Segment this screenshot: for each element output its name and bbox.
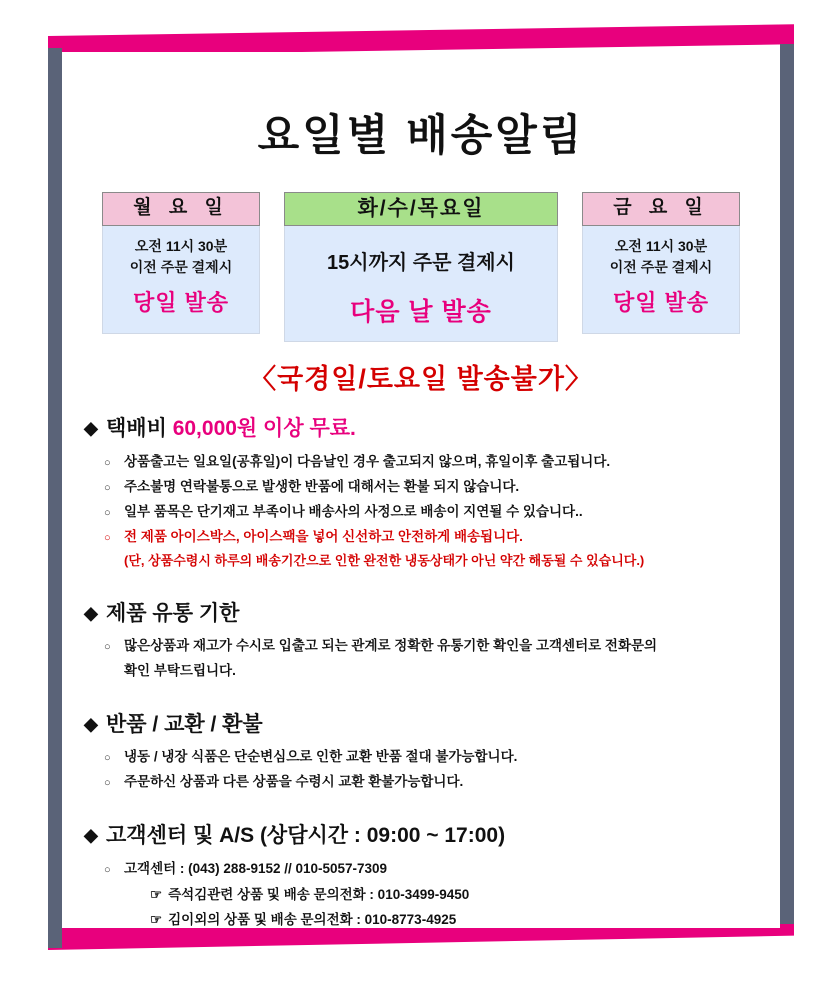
section-product-expiry-heading <box>62 597 780 631</box>
list-item <box>62 745 780 770</box>
list-item <box>62 500 780 525</box>
contact-line-other-text: 김이외의 상품 및 배송 문의전화 : 010-8773-4925 <box>168 912 457 928</box>
day-box-monday-line-1: 오전 11시 30분 <box>134 238 228 254</box>
day-box-monday <box>102 192 260 334</box>
page-title: 요일별 배송알림 <box>257 112 585 160</box>
list-item-text: 주문하신 상품과 다른 상품을 수령시 교환 환불가능합니다. <box>124 774 464 790</box>
list-item-text: 전 제품 아이스박스, 아이스팩을 넣어 신선하고 안전하게 배송됩니다. <box>124 528 523 544</box>
pointing-hand-icon: ☞ <box>150 912 163 928</box>
day-box-friday-header: 금 요 일 <box>582 192 740 226</box>
section-customer-center-bullets <box>62 857 780 882</box>
section-product-expiry-continuation: 확인 부탁드립니다. <box>124 663 236 679</box>
diamond-icon: ◆ <box>84 418 98 438</box>
circle-bullet-icon: ○ <box>104 531 111 544</box>
section-shipping-fee <box>62 412 780 573</box>
section-shipping-fee-bullets <box>62 450 780 550</box>
circle-bullet-icon: ○ <box>104 752 111 765</box>
day-box-tue-wed-thu-accent: 다음 날 발송 <box>350 298 492 326</box>
section-product-expiry <box>62 597 780 684</box>
pointing-hand-icon: ☞ <box>150 886 163 902</box>
section-returns-heading <box>62 708 780 742</box>
day-box-tue-wed-thu-line-1: 15시까지 주문 결제시 <box>327 252 515 274</box>
section-product-expiry-bullets <box>62 634 780 659</box>
day-box-friday-body <box>582 226 740 334</box>
day-box-monday-line-2: 이전 주문 결제시 <box>129 259 233 275</box>
section-returns-heading-text: 반품 / 교환 / 환불 <box>106 712 263 736</box>
list-item <box>62 450 780 475</box>
list-item <box>62 634 780 659</box>
section-customer-center-heading-text: 고객센터 및 A/S (상담시간 : 09:00 ~ 17:00) <box>106 824 506 848</box>
section-shipping-fee-heading-prefix: 택배비 <box>106 417 173 440</box>
contact-line-kim-snack-text: 즉석김관련 상품 및 배송 문의전화 : 010-3499-9450 <box>168 886 470 902</box>
section-returns-bullets <box>62 745 780 795</box>
list-item <box>62 770 780 795</box>
section-customer-center-heading <box>62 819 780 853</box>
list-item <box>62 857 780 882</box>
circle-bullet-icon: ○ <box>104 506 111 519</box>
circle-bullet-icon: ○ <box>104 481 111 494</box>
list-item-text: 많은상품과 재고가 수시로 입출고 되는 관계로 정확한 유통기한 확인을 고객센터로 전화문의 <box>124 638 658 654</box>
list-item <box>62 475 780 500</box>
section-returns-exchange-refund <box>62 708 780 796</box>
content-sections <box>62 412 780 937</box>
customer-center-phone: 고객센터 : (043) 288-9152 // 010-5057-7309 <box>124 860 388 876</box>
day-box-friday <box>582 192 740 334</box>
section-shipping-fee-subnote: (단, 상품수령시 하루의 배송기간으로 인한 완전한 냉동상태가 아닌 약간 해동될 수 있습니다.) <box>124 553 645 569</box>
section-shipping-fee-heading <box>62 412 780 446</box>
frame-right-bar <box>780 44 794 924</box>
day-box-friday-line-1: 오전 11시 30분 <box>614 238 708 254</box>
list-item-text: 상품출고는 일요일(공휴일)이 다음날인 경우 출고되지 않으며, 휴일이후 출고됩니다. <box>124 453 611 469</box>
day-box-tue-wed-thu <box>284 192 558 342</box>
section-shipping-fee-heading-highlight: 60,000원 이상 무료. <box>172 417 356 440</box>
day-box-friday-accent: 당일 발송 <box>612 290 710 315</box>
circle-bullet-icon: ○ <box>104 641 111 654</box>
list-item-text: 일부 품목은 단기재고 부족이나 배송사의 사정으로 배송이 지연될 수 있습니다.. <box>124 503 583 519</box>
circle-bullet-icon: ○ <box>104 863 111 876</box>
frame-left-bar <box>48 48 62 948</box>
section-customer-center <box>62 819 780 933</box>
contact-line-kim-snack <box>62 882 780 908</box>
circle-bullet-icon: ○ <box>104 456 111 469</box>
holiday-notice: 〈국경일/토요일 발송불가〉 <box>249 364 593 394</box>
day-box-monday-body <box>102 226 260 334</box>
contact-line-other <box>62 907 780 933</box>
day-box-monday-header: 월 요 일 <box>102 192 260 226</box>
diamond-icon: ◆ <box>84 825 98 846</box>
document-sheet <box>62 52 780 928</box>
day-box-monday-accent: 당일 발송 <box>132 290 230 315</box>
list-item-text: 냉동 / 냉장 식품은 단순변심으로 인한 교환 반품 절대 불가능합니다. <box>124 749 518 765</box>
day-box-tue-wed-thu-body <box>284 226 558 342</box>
diamond-icon: ◆ <box>84 713 98 734</box>
day-box-friday-line-2: 이전 주문 결제시 <box>609 259 713 275</box>
day-box-tue-wed-thu-header: 화/수/목요일 <box>284 192 558 226</box>
section-product-expiry-heading-text: 제품 유통 기한 <box>106 601 240 625</box>
diamond-icon: ◆ <box>84 602 98 623</box>
list-item-text: 주소불명 연락불통으로 발생한 반품에 대해서는 환불 되지 않습니다. <box>124 478 520 494</box>
circle-bullet-icon: ○ <box>104 777 111 790</box>
list-item <box>62 525 780 550</box>
